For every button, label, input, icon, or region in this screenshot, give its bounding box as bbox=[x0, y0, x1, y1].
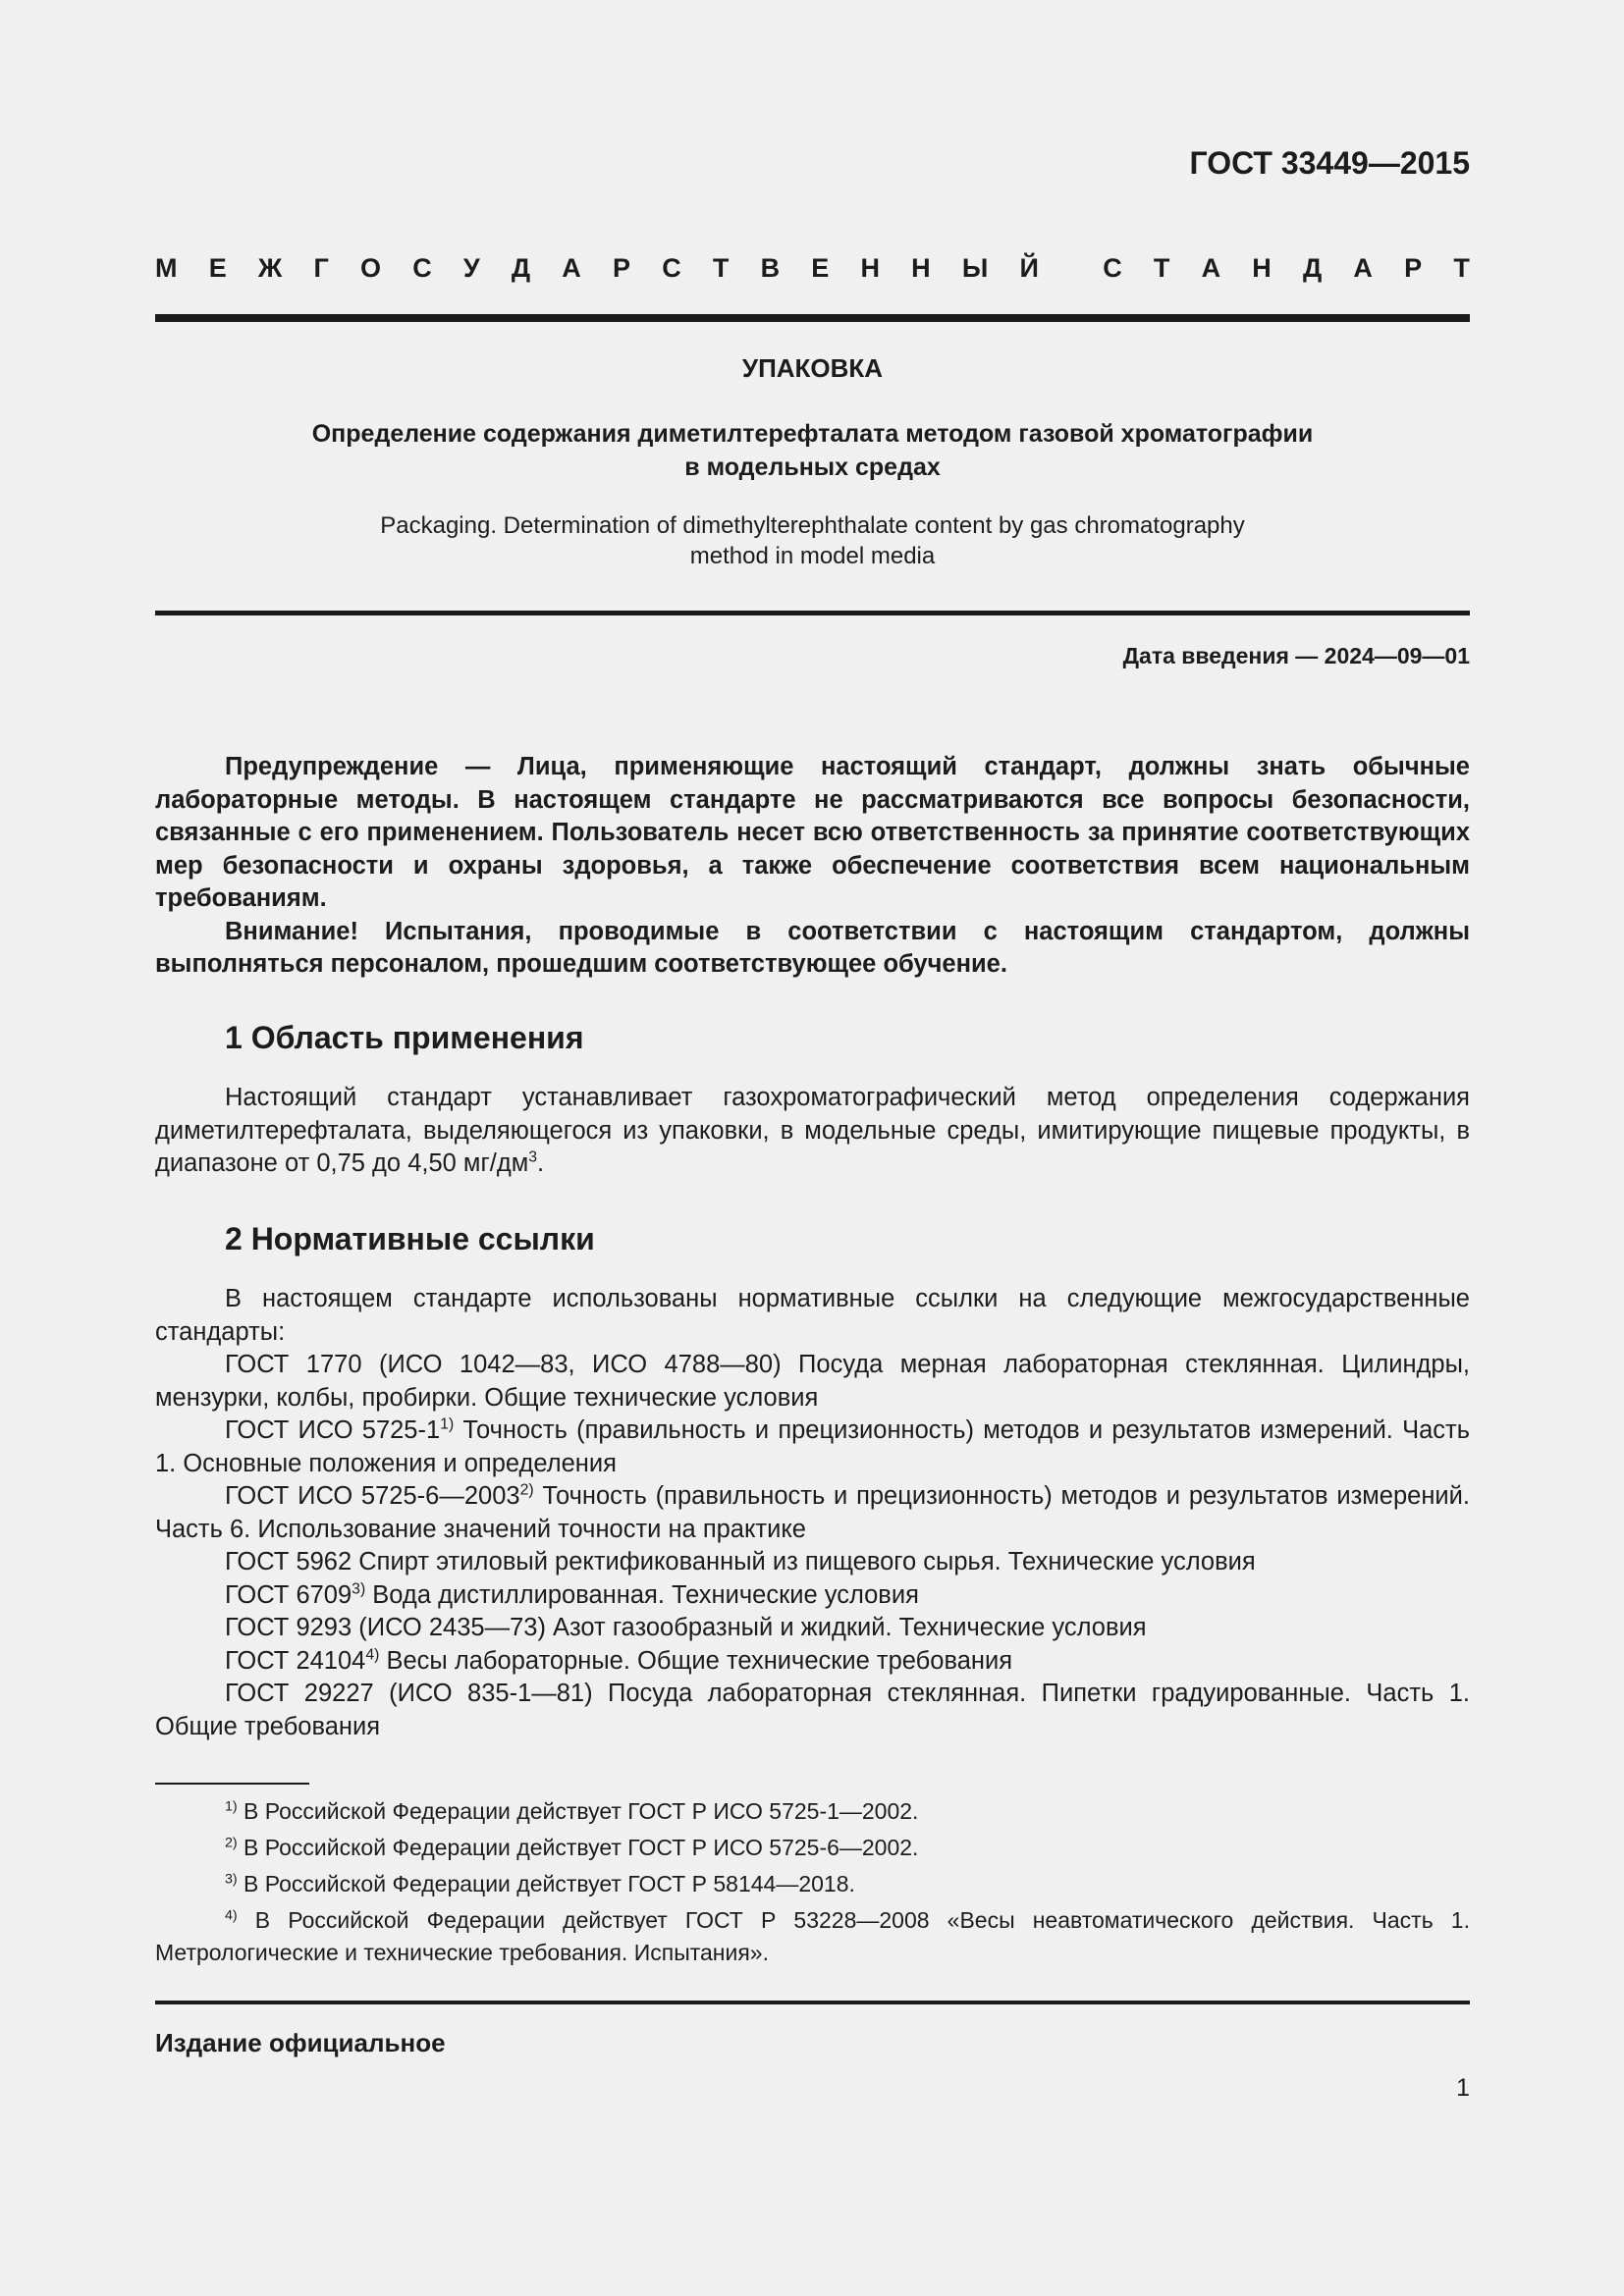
official-edition-label: Издание официальное bbox=[155, 2028, 446, 2057]
standard-kind-letter: С bbox=[1103, 253, 1122, 283]
warning-paragraph: Предупреждение — Лица, применяющие настоящий стандарт, должны знать обычные лабораторные методы. В настоящем стандарте не рассматриваются все вопросы безопасности, связанные с его применением. Пользователь несет всю ответственность за принятие соответствующих мер безопасности и охраны здоровья, а также обеспечение соответствия всем национальным требованиям. bbox=[155, 753, 1470, 912]
footnotes bbox=[155, 1795, 1470, 1973]
reference-footnote-mark: 2) bbox=[519, 1481, 534, 1499]
reference-item bbox=[155, 1480, 1470, 1546]
footnote-separator bbox=[155, 1783, 309, 1785]
title-english bbox=[155, 510, 1470, 571]
standard-kind-letter: Д bbox=[1302, 253, 1323, 283]
standard-kind-letter: Й bbox=[1019, 253, 1039, 283]
reference-item bbox=[155, 1678, 1470, 1743]
section-1-heading: 1 Область применения bbox=[225, 1020, 584, 1055]
standard-kind-letter: Р bbox=[612, 253, 630, 283]
footnote-text: В Российской Федерации действует ГОСТ Р ИСО 5725-6—2002. bbox=[237, 1835, 919, 1860]
footnote-item bbox=[155, 1904, 1470, 1969]
reference-item bbox=[155, 1349, 1470, 1415]
footnote-mark: 3) bbox=[225, 1871, 238, 1888]
reference-title: Весы лабораторные. Общие технические требования bbox=[379, 1646, 1013, 1675]
standard-kind-letter: В bbox=[760, 253, 781, 283]
warning-block bbox=[155, 751, 1470, 982]
standard-kind-letter: Е bbox=[811, 253, 830, 283]
reference-item bbox=[155, 1579, 1470, 1613]
reference-title: Азот газообразный и жидкий. Технические условия bbox=[545, 1614, 1147, 1641]
standard-kind-letter: С bbox=[662, 253, 681, 283]
reference-code: ГОСТ 5962 bbox=[225, 1548, 352, 1575]
footnote-item bbox=[155, 1832, 1470, 1864]
standard-kind-letter: Г bbox=[313, 253, 329, 283]
standard-kind-letter: О bbox=[359, 253, 381, 283]
reference-title: Точность (правильность и прецизионность) методов и результатов измерений. Часть 1. Основные положения и определения bbox=[155, 1416, 1470, 1477]
standard-kind-letter: Е bbox=[208, 253, 227, 283]
section-2-intro: В настоящем стандарте использованы нормативные ссылки на следующие межгосударственные стандарты: bbox=[155, 1285, 1470, 1346]
title-subtitle-line1: Определение содержания диметилтерефталата методом газовой хроматографии bbox=[311, 420, 1314, 448]
reference-footnote-mark: 1) bbox=[440, 1415, 455, 1433]
standard-kind-letter: Д bbox=[511, 253, 531, 283]
title-subtitle bbox=[155, 417, 1470, 484]
standard-kind-letter: А bbox=[562, 253, 581, 283]
reference-code: ГОСТ 29227 (ИСО 835-1—81) bbox=[225, 1680, 593, 1707]
standard-kind-letter: Н bbox=[1252, 253, 1272, 283]
reference-code: ГОСТ ИСО 5725-1 bbox=[225, 1416, 441, 1444]
standard-kind-letter: Ж bbox=[257, 253, 283, 283]
standard-kind-letter: У bbox=[462, 253, 480, 283]
reference-code: ГОСТ 24104 bbox=[225, 1646, 366, 1675]
section-1-body bbox=[155, 1082, 1470, 1181]
reference-item bbox=[155, 1415, 1470, 1480]
standard-kind-letter: А bbox=[1353, 253, 1373, 283]
reference-title: Посуда лабораторная стеклянная. Пипетки градуированные. Часть 1. Общие требования bbox=[155, 1680, 1470, 1740]
standard-kind-letter: Ы bbox=[961, 253, 989, 283]
reference-title: Точность (правильность и прецизионность) методов и результатов измерений. Часть 6. Использование значений точности на практике bbox=[155, 1482, 1470, 1543]
footer-rule bbox=[155, 2001, 1470, 2004]
standard-kind-letter: А bbox=[1201, 253, 1221, 283]
top-thick-rule bbox=[155, 314, 1470, 322]
reference-item bbox=[155, 1645, 1470, 1679]
standard-kind-letter: С bbox=[412, 253, 432, 283]
section-2-body bbox=[155, 1283, 1470, 1743]
footnote-mark: 1) bbox=[225, 1798, 238, 1815]
reference-title: Спирт этиловый ректификованный из пищевого сырья. Технические условия bbox=[352, 1548, 1256, 1575]
introduction-date: Дата введения — 2024—09—01 bbox=[1122, 643, 1470, 668]
attention-paragraph: Внимание! Испытания, проводимые в соответствии с настоящим стандартом, должны выполняться персоналом, прошедшим соответствующее обучение. bbox=[155, 917, 1470, 978]
title-english-line1: Packaging. Determination of dimethylterephthalate content by gas chromatography bbox=[380, 512, 1245, 539]
standard-kind-letter: Р bbox=[1404, 253, 1423, 283]
footnote-item bbox=[155, 1868, 1470, 1900]
section-1-text: Настоящий стандарт устанавливает газохроматографический метод определения содержания диметилтерефталата, выделяющегося из упаковки, в модельные среды, имитирующие пищевые продукты, в диапазоне от 0,75 до 4,50 мг/дм bbox=[155, 1084, 1470, 1177]
title-english-line2: method in model media bbox=[689, 543, 936, 569]
section-2-heading: 2 Нормативные ссылки bbox=[225, 1221, 595, 1256]
document-code: ГОСТ 33449—2015 bbox=[1189, 145, 1470, 181]
standard-kind-letter: Н bbox=[911, 253, 931, 283]
reference-title: Посуда мерная лабораторная стеклянная. Цилиндры, мензурки, колбы, пробирки. Общие технические условия bbox=[155, 1351, 1470, 1412]
title-bottom-rule bbox=[155, 611, 1470, 615]
reference-code: ГОСТ 6709 bbox=[225, 1580, 352, 1609]
reference-footnote-mark: 3) bbox=[352, 1580, 366, 1598]
reference-footnote-mark: 4) bbox=[365, 1646, 380, 1664]
reference-item bbox=[155, 1546, 1470, 1579]
footnote-mark: 2) bbox=[225, 1835, 238, 1851]
footnote-text: В Российской Федерации действует ГОСТ Р ИСО 5725-1—2002. bbox=[237, 1798, 919, 1824]
footnote-text: В Российской Федерации действует ГОСТ Р 58144—2018. bbox=[237, 1871, 855, 1896]
standard-kind-letter: Т bbox=[1453, 253, 1470, 283]
reference-title: Вода дистиллированная. Технические условия bbox=[365, 1580, 919, 1609]
reference-code: ГОСТ 9293 (ИСО 2435—73) bbox=[225, 1614, 546, 1641]
reference-item bbox=[155, 1612, 1470, 1645]
standard-kind-heading bbox=[155, 253, 1470, 284]
standard-kind-letter: Т bbox=[712, 253, 730, 283]
reference-code: ГОСТ ИСО 5725-6—2003 bbox=[225, 1482, 520, 1510]
title-main: УПАКОВКА bbox=[741, 353, 884, 383]
standard-kind-letter: Т bbox=[1153, 253, 1170, 283]
footnote-item bbox=[155, 1795, 1470, 1828]
standard-kind-letter bbox=[1070, 253, 1071, 284]
standard-kind-letter: Н bbox=[860, 253, 880, 283]
footnote-mark: 4) bbox=[225, 1907, 238, 1924]
section-1-text-end: . bbox=[537, 1149, 545, 1177]
footnote-text: В Российской Федерации действует ГОСТ Р 53228—2008 «Весы неавтоматического действия. Часть 1. Метрологические и технические требования. Испытания». bbox=[155, 1907, 1470, 1965]
page-number: 1 bbox=[1456, 2074, 1470, 2102]
section-1-sup: 3 bbox=[528, 1148, 538, 1166]
standard-kind-letter: М bbox=[155, 253, 178, 283]
title-subtitle-line2: в модельных средах bbox=[684, 454, 941, 481]
reference-code: ГОСТ 1770 (ИСО 1042—83, ИСО 4788—80) bbox=[225, 1351, 782, 1378]
